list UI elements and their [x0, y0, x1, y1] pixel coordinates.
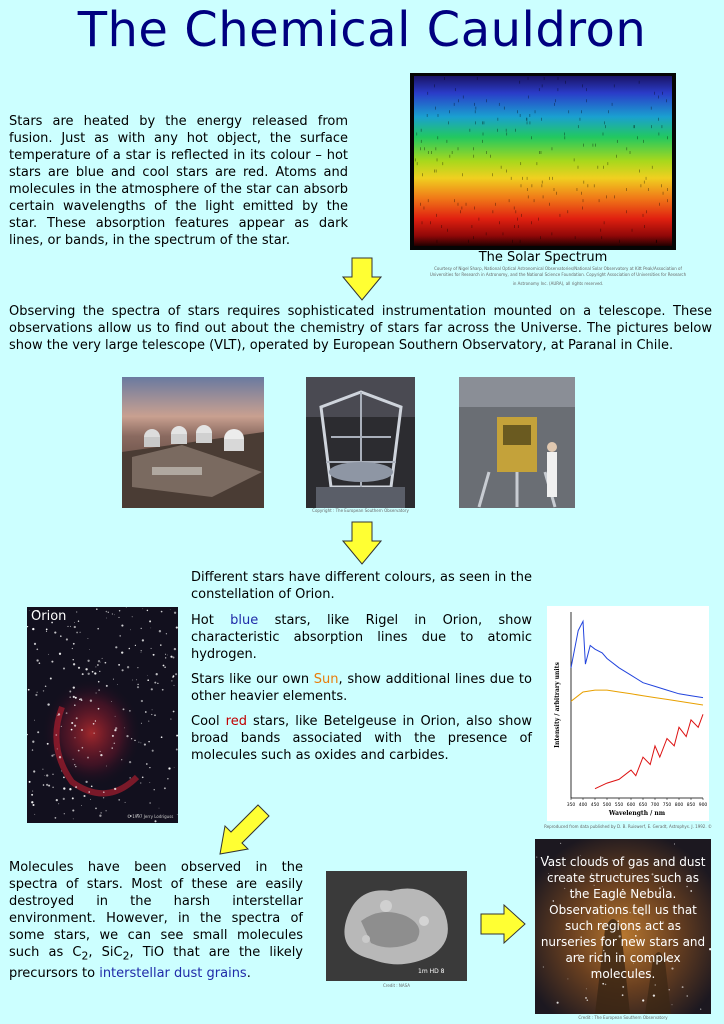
red-word: red	[225, 714, 247, 729]
x-tick-label: 850	[686, 803, 696, 808]
down-arrow-icon	[342, 521, 382, 565]
x-tick-label: 400	[578, 803, 588, 808]
x-tick-label: 600	[626, 803, 636, 808]
colours-intro-text: Different stars have different colours, as seen in the constellation of Orion.	[191, 570, 532, 602]
star-types-text	[191, 612, 532, 772]
orion-photo	[27, 607, 178, 823]
x-tick-label: 800	[674, 803, 684, 808]
vlt-site-photo	[122, 377, 264, 508]
dust-credit: Credit : NASA	[383, 983, 410, 988]
solar-spectrum-caption: The Solar Spectrum	[478, 250, 608, 265]
x-tick-label: 450	[590, 803, 600, 808]
cool-stars-paragraph: Cool red stars, like Betelgeuse in Orion, also show broad bands associated with the presence of molecules such as oxides and carbides.	[191, 714, 532, 763]
spectrum-series-line-0	[571, 621, 703, 697]
page-title: The Chemical Cauldron	[77, 2, 647, 58]
diagonal-arrow-icon	[218, 804, 270, 856]
nebula-credit: Credit : The European Southern Observatory	[578, 1015, 668, 1020]
solar-spectrum-credit: Courtesy of Nigel Sharp, National Optical Astronomical Observatories/National Solar Observatory at Kitt Peak/Association of Universities for Research in Astronomy, and the National Science Foundation. Copyright Association of Universities for Research	[429, 266, 687, 277]
chart-axes	[571, 612, 703, 798]
solar-spectrum-credit-2: in Astronomy Inc. (AURA), all rights reserved.	[512, 281, 604, 286]
vlt-telescope-photo	[306, 377, 415, 508]
hot-stars-paragraph: Hot blue stars, like Rigel in Orion, show characteristic absorption lines due to atomic hydrogen.	[191, 613, 533, 662]
x-tick-label: 900	[698, 803, 708, 808]
dust-grain-photo	[326, 871, 467, 981]
x-tick-label: 500	[602, 803, 612, 808]
vlt-instrument-photo	[459, 377, 575, 508]
blue-word: blue	[230, 613, 259, 628]
x-tick-label: 550	[614, 803, 624, 808]
solar-spectrum-image	[410, 73, 676, 250]
x-tick-label: 350	[566, 803, 576, 808]
vlt-credit: Copyright : The European Southern Observatory	[312, 508, 409, 513]
intro-text: Stars are heated by the energy released from fusion. Just as with any hot object, the surface temperature of a star is reflected in its colour – hot stars are blue and cool stars are red. Atoms and molecules in the atmosphere of the star can absorb certain wavelengths of the light emitted by the star. These absorption features appear as dark lines, or bands, in the spectrum of the star.	[9, 114, 348, 248]
dust-scale-label: 1m HD 8	[418, 968, 445, 975]
x-tick-label: 750	[662, 803, 672, 808]
sun-word: Sun	[313, 672, 339, 687]
spectrum-series-line-1	[571, 690, 703, 705]
observing-text: Observing the spectra of stars requires sophisticated instrumentation mounted on a telescope. These observations allow us to find out about the chemistry of stars far across the Universe. The pictures below show the very large telescope (VLT), operated by European Southern Observatory, at Paranal in Chile.	[9, 304, 712, 353]
nebula-text: Vast clouds of gas and dust create structures such as the Eagle Nebula. Observations tell us that such regions act as nurseries for new stars and are rich in complex molecules.	[540, 855, 706, 981]
down-arrow-icon	[342, 257, 382, 301]
x-tick-label: 700	[650, 803, 660, 808]
molecules-text: Molecules have been observed in the spectra of stars. Most of these are easily destroyed in the harsh interstellar environment. However, in the spectra of some stars, we can see small molecules such as $C_2$, SiC$_2$, TiO that are the likely precursors to interstellar dust grains.	[9, 860, 304, 981]
y-axis-label: Intensity / arbitrary units	[554, 662, 561, 748]
dust-grains-link: interstellar dust grains	[99, 965, 247, 981]
x-tick-label: 650	[638, 803, 648, 808]
x-axis-label: Wavelength / nm	[608, 810, 666, 817]
sun-stars-paragraph: Stars like our own Sun, show additional lines due to other heavier elements.	[191, 672, 532, 704]
orion-label: Orion	[31, 609, 67, 624]
stellar-spectra-chart	[547, 606, 709, 821]
chart-credit: Reproduced from data published by D. B. Ruiswerf, E. Geradt, Astrophys. J. 1992. ©	[544, 824, 712, 829]
right-arrow-icon	[480, 904, 526, 944]
spectrum-series-line-2	[595, 714, 703, 788]
orion-credit: © 1997 Jerry Lodriguss	[127, 814, 174, 819]
